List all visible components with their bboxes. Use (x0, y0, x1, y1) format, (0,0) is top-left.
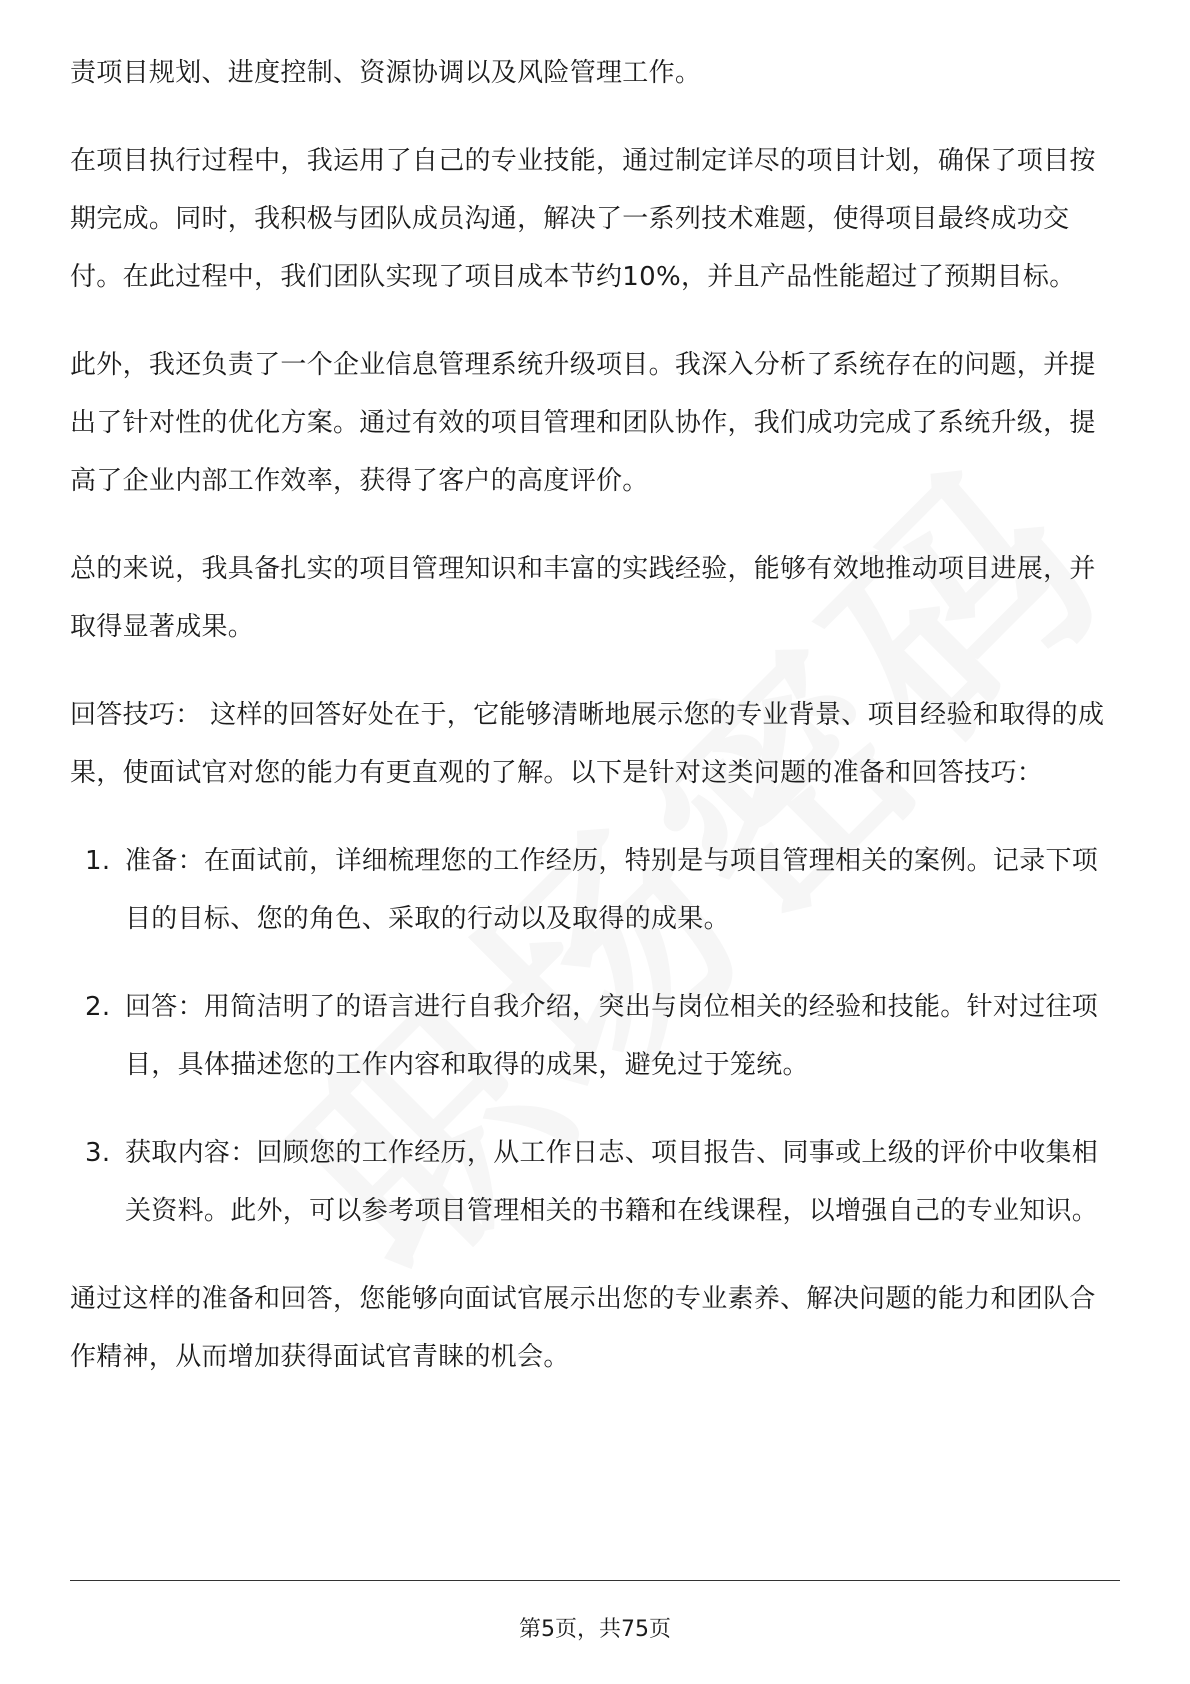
paragraph-4: 总的来说，我具备扎实的项目管理知识和丰富的实践经验，能够有效地推动项目进展，并取得显著成果。 (70, 554, 1096, 642)
list-item (70, 832, 1120, 948)
list-item-text: 准备：在面试前，详细梳理您的工作经历，特别是与项目管理相关的案例。记录下项目的目标、您的角色、采取的行动以及取得的成果。 (125, 846, 1099, 934)
list-item-number: 3. (85, 1138, 111, 1168)
list-item-text: 回答：用简洁明了的语言进行自我介绍，突出与岗位相关的经验和技能。针对过往项目，具体描述您的工作内容和取得的成果，避免过于笼统。 (125, 992, 1099, 1080)
list-item-number: 1. (85, 846, 111, 876)
paragraph-2: 在项目执行过程中，我运用了自己的专业技能，通过制定详尽的项目计划，确保了项目按期完成。同时，我积极与团队成员沟通，解决了一系列技术难题，使得项目最终成功交付。在此过程中，我们团队实现了项目成本节约10%，并且产品性能超过了预期目标。 (70, 146, 1096, 292)
paragraph-1: 责项目规划、进度控制、资源协调以及风险管理工作。 (70, 58, 702, 88)
footer-divider (70, 1580, 1120, 1581)
list-item-text: 获取内容：回顾您的工作经历，从工作日志、项目报告、同事或上级的评价中收集相关资料。此外，可以参考项目管理相关的书籍和在线课程，以增强自己的专业知识。 (125, 1138, 1099, 1226)
tips-list (70, 832, 1120, 1240)
page-content (70, 44, 1120, 1416)
list-item (70, 978, 1120, 1094)
paragraph-answer-tips: 回答技巧： 这样的回答好处在于，它能够清晰地展示您的专业背景、项目经验和取得的成果，使面试官对您的能力有更直观的了解。以下是针对这类问题的准备和回答技巧： (70, 700, 1105, 788)
list-item (70, 1124, 1120, 1240)
list-item-number: 2. (85, 992, 111, 1022)
page-number: 第5页，共75页 (519, 1617, 671, 1642)
paragraph-3: 此外，我还负责了一个企业信息管理系统升级项目。我深入分析了系统存在的问题，并提出了针对性的优化方案。通过有效的项目管理和团队协作，我们成功完成了系统升级，提高了企业内部工作效率，获得了客户的高度评价。 (70, 350, 1096, 496)
paragraph-conclusion: 通过这样的准备和回答，您能够向面试官展示出您的专业素养、解决问题的能力和团队合作精神，从而增加获得面试官青睐的机会。 (70, 1284, 1096, 1372)
